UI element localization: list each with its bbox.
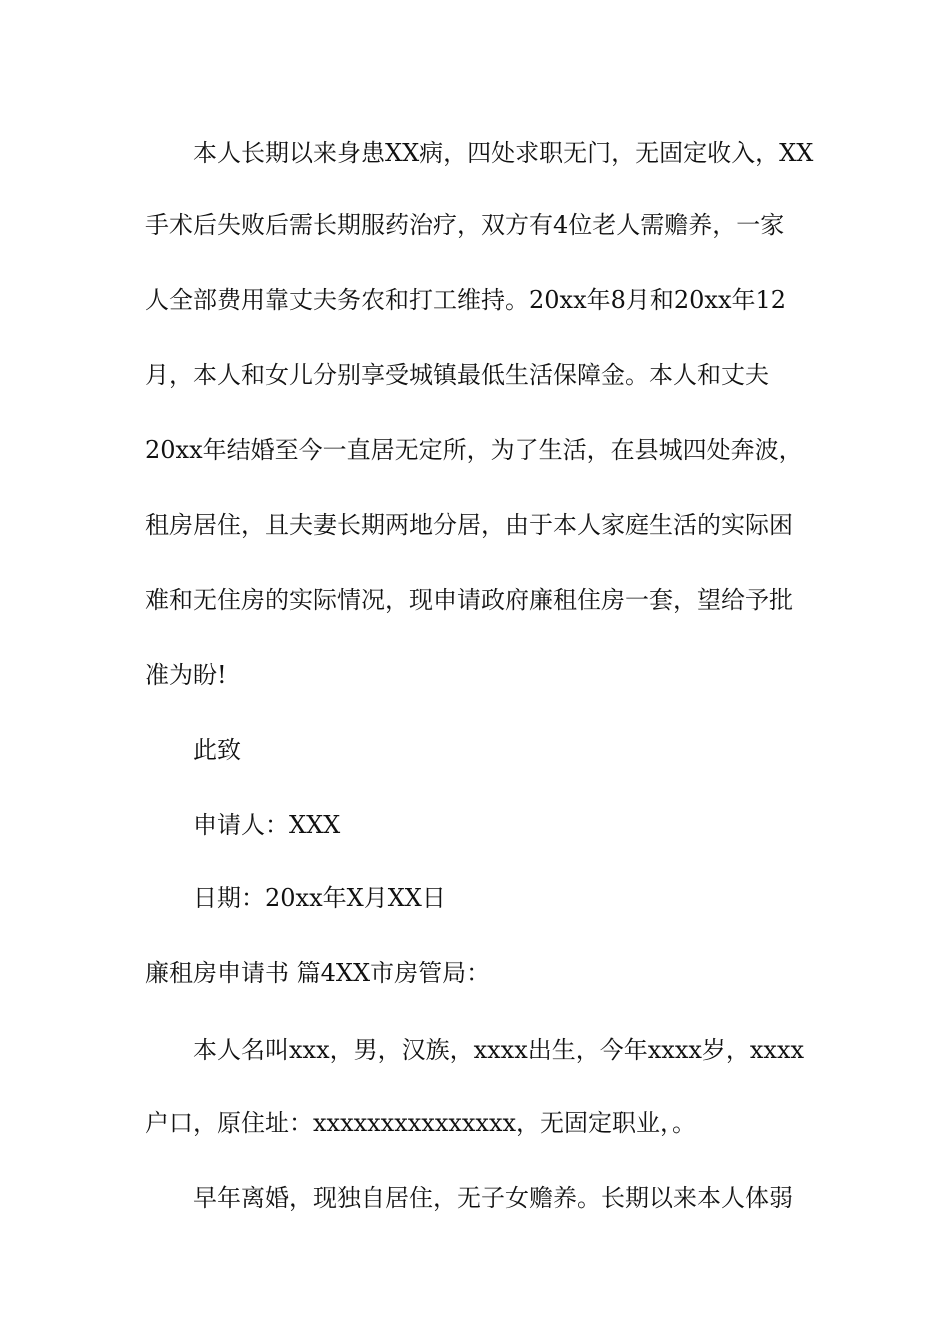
paragraph-line: 户口，原住址：xxxxxxxxxxxxxxx，无固定职业，。	[145, 1109, 697, 1137]
date-line: 日期：20xx年X月XX日	[193, 884, 446, 912]
paragraph-line: 准为盼!	[145, 661, 227, 689]
salutation-line: 此致	[193, 736, 241, 764]
applicant-line: 申请人：XXX	[193, 811, 341, 839]
paragraph-line: 租房居住，且夫妻长期两地分居，由于本人家庭生活的实际困	[145, 511, 793, 539]
paragraph-line: 本人长期以来身患XX病，四处求职无门，无固定收入，XX	[193, 139, 814, 167]
paragraph-line: 难和无住房的实际情况，现申请政府廉租住房一套，望给予批	[145, 586, 793, 614]
paragraph-line: 手术后失败后需长期服药治疗，双方有4位老人需赡养，一家	[145, 211, 785, 239]
paragraph-line: 早年离婚，现独自居住，无子女赡养。长期以来本人体弱	[193, 1184, 793, 1212]
paragraph-line: 月，本人和女儿分别享受城镇最低生活保障金。本人和丈夫	[145, 361, 769, 389]
paragraph-line: 本人名叫xxx，男，汉族，xxxx出生，今年xxxx岁，xxxx	[193, 1036, 805, 1064]
section-heading: 廉租房申请书 篇4XX市房管局：	[145, 959, 491, 987]
paragraph-line: 人全部费用靠丈夫务农和打工维持。20xx年8月和20xx年12	[145, 286, 787, 314]
paragraph-line: 20xx年结婚至今一直居无定所，为了生活，在县城四处奔波，	[145, 436, 803, 464]
